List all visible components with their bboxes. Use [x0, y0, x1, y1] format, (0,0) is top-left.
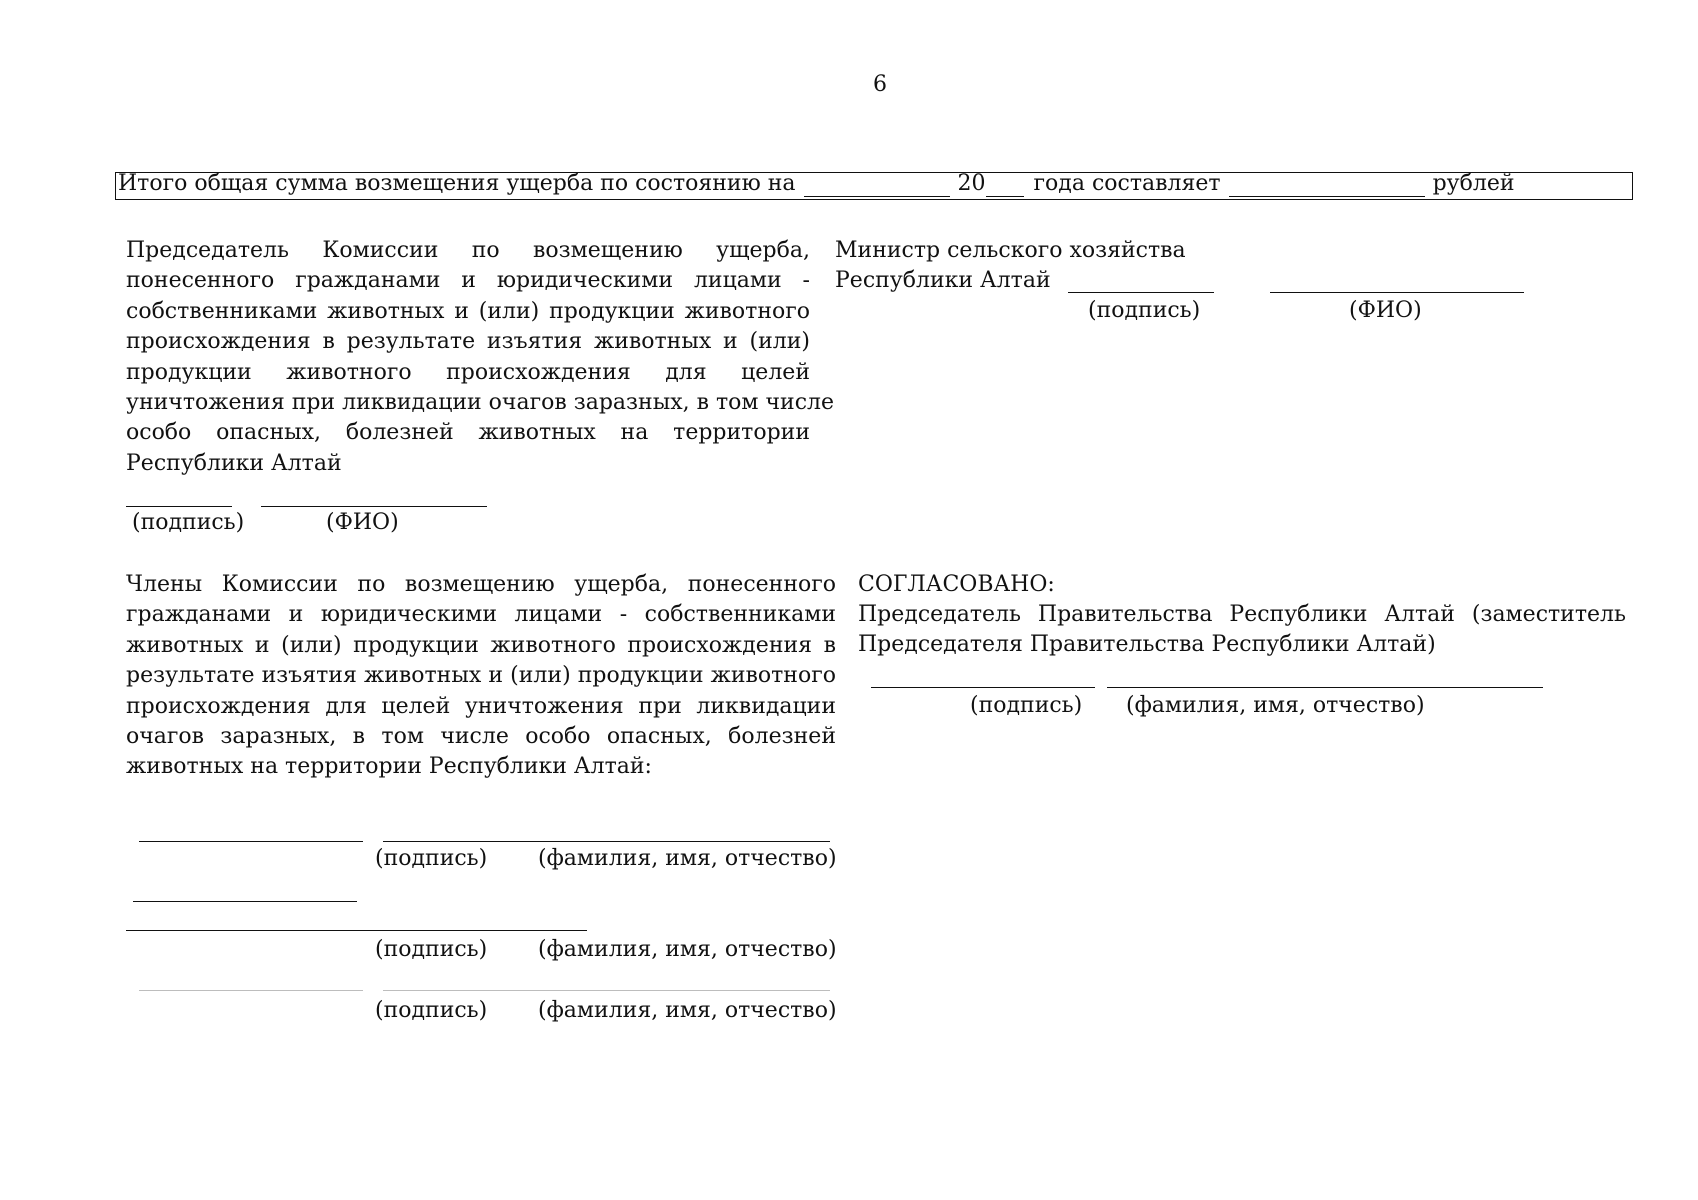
minister-title-line2: Республики Алтай	[835, 268, 1051, 293]
minister-signature-line[interactable]	[1068, 292, 1214, 293]
member-signature-line[interactable]	[139, 841, 363, 842]
chairman-line: Республики Алтай	[126, 450, 342, 476]
minister-signature-label: (подпись)	[1088, 298, 1201, 323]
chairman-line: Председатель Комиссии по возмещению ущерба,	[126, 238, 810, 263]
minister-fio-line[interactable]	[1270, 292, 1524, 293]
approval-name-line[interactable]	[1107, 687, 1543, 688]
member-name-line[interactable]	[126, 930, 587, 931]
minister-fio-label: (ФИО)	[1349, 298, 1422, 323]
members-line: Члены Комиссии по возмещению ущерба, понесенного	[126, 572, 836, 597]
chairman-line: продукции животного происхождения для целей	[126, 359, 810, 385]
chairman-fio-label: (ФИО)	[326, 510, 399, 535]
approval-heading: СОГЛАСОВАНО:	[858, 572, 1055, 597]
members-line: очагов заразных, в том числе особо опасных, болезней	[126, 724, 836, 750]
members-line: происхождения для целей уничтожения при ликвидации	[126, 693, 836, 719]
member-signature-line[interactable]	[133, 901, 357, 902]
member-signature-label: (подпись)	[375, 937, 488, 962]
members-line: животных на территории Республики Алтай:	[126, 754, 652, 780]
chairman-line: понесенного гражданами и юридическими лицами -	[126, 268, 810, 294]
chairman-line: особо опасных, болезней животных на территории	[126, 420, 810, 446]
approval-name-label: (фамилия, имя, отчество)	[1126, 693, 1425, 718]
approval-line2: Председателя Правительства Республики Алтай)	[858, 632, 1436, 657]
approval-line1: Председатель Правительства Республики Алтай (заместитель	[858, 602, 1626, 627]
member-name-label: (фамилия, имя, отчество)	[538, 937, 837, 962]
chairman-fio-line[interactable]	[261, 506, 487, 507]
member-name-line[interactable]	[383, 841, 830, 842]
total-middle: года составляет	[1033, 171, 1221, 196]
minister-title-line1: Министр сельского хозяйства	[835, 238, 1186, 263]
total-suffix: рублей	[1432, 171, 1515, 196]
member-signature-label: (подпись)	[375, 846, 488, 871]
date-blank[interactable]	[804, 176, 950, 197]
chairman-line: собственниками животных и (или) продукции животного	[126, 298, 810, 324]
member-name-line[interactable]	[383, 990, 830, 991]
total-sum-box	[115, 172, 1633, 200]
year-prefix: 20	[957, 171, 986, 196]
approval-signature-label: (подпись)	[970, 693, 1083, 718]
total-prefix: Итого общая сумма возмещения ущерба по состоянию на	[118, 171, 796, 196]
member-name-label: (фамилия, имя, отчество)	[538, 998, 837, 1023]
members-line: результате изъятия животных и (или) продукции животного	[126, 663, 836, 689]
chairman-title	[126, 236, 835, 479]
page-number: 6	[873, 72, 887, 97]
approval-signature-line[interactable]	[871, 687, 1095, 688]
members-title	[126, 570, 836, 783]
chairman-signature-line[interactable]	[126, 506, 232, 507]
amount-blank[interactable]	[1229, 176, 1425, 197]
member-signature-line[interactable]	[139, 990, 363, 991]
chairman-signature-label: (подпись)	[132, 510, 245, 535]
member-name-label: (фамилия, имя, отчество)	[538, 846, 837, 871]
chairman-line: происхождения в результате изъятия животных и (или)	[126, 329, 810, 355]
members-line: животных и (или) продукции животного происхождения в	[126, 632, 836, 658]
member-signature-label: (подпись)	[375, 998, 488, 1023]
members-line: гражданами и юридическими лицами - собственниками	[126, 602, 836, 628]
chairman-line: уничтожения при ликвидации очагов заразных, в том числе	[126, 390, 835, 416]
year-blank[interactable]	[986, 176, 1024, 197]
